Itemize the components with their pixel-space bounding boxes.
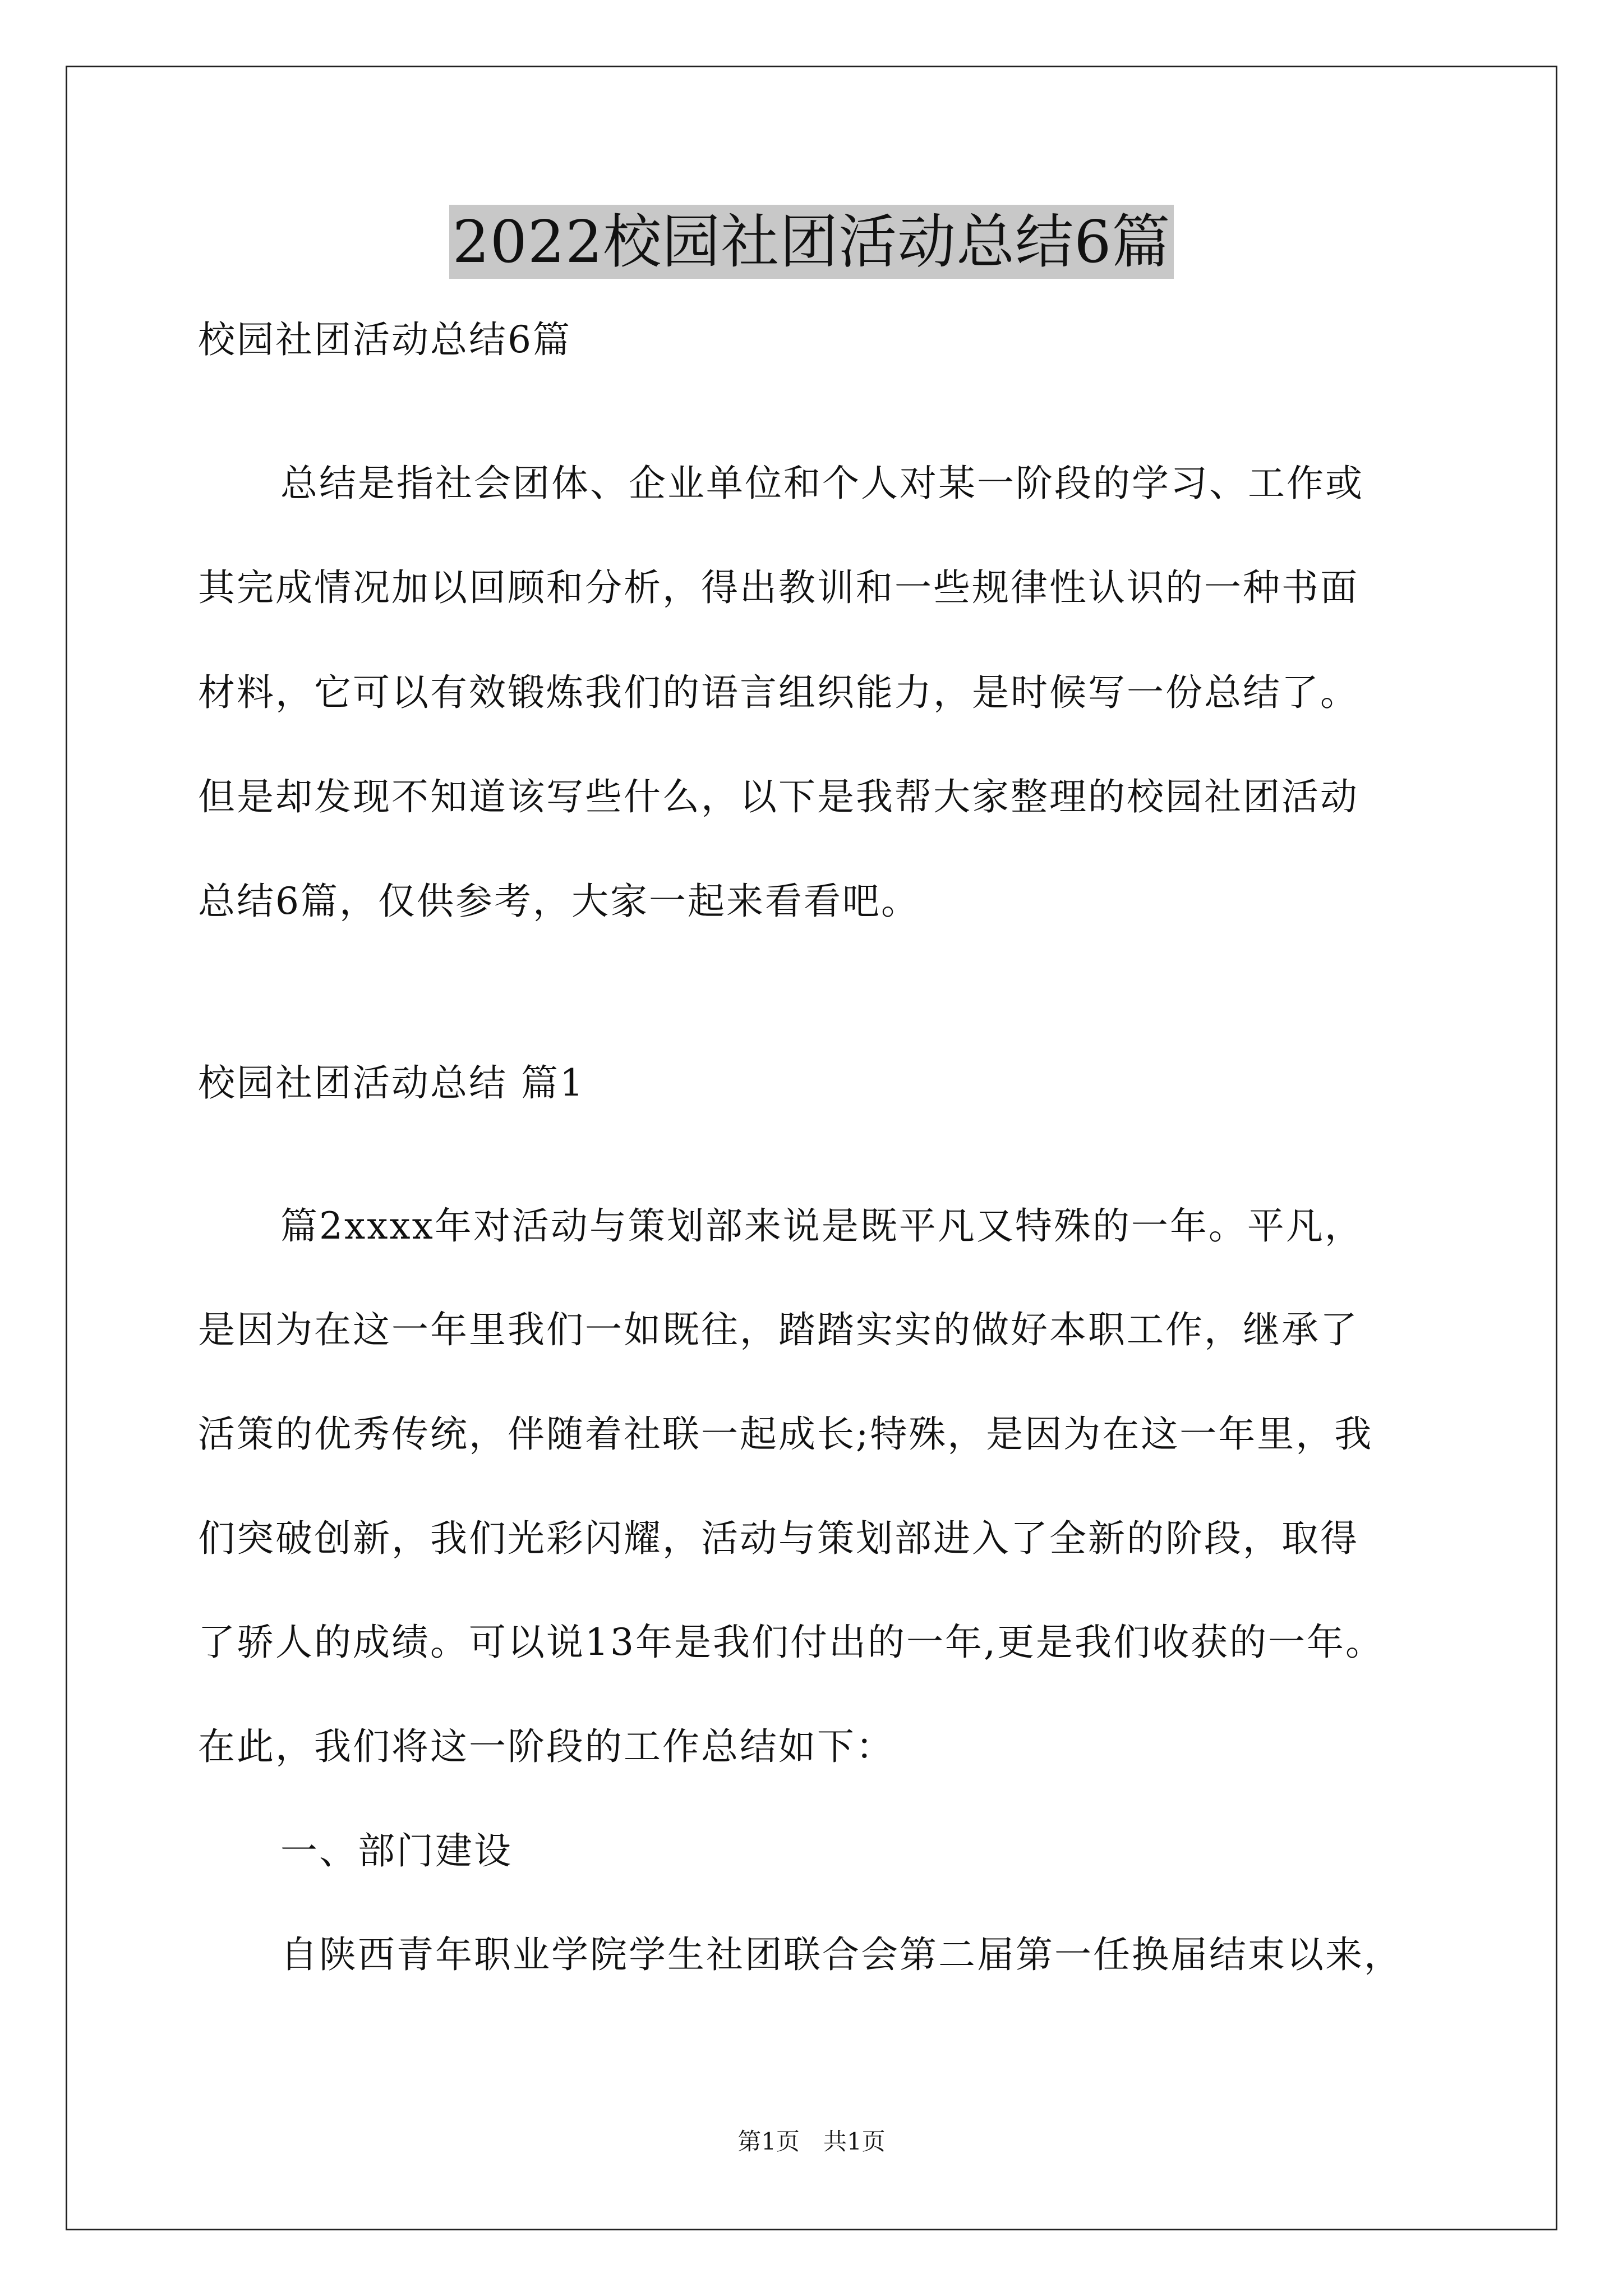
subheading-department: 一、部门建设 <box>280 1829 513 1872</box>
title-container <box>0 205 1623 279</box>
section1-line-2: 是因为在这一年里我们一如既往，踏踏实实的做好本职工作，继承了 <box>198 1308 1359 1351</box>
intro-line-4: 但是却发现不知道该写些什么，以下是我帮大家整理的校园社团活动 <box>198 775 1359 818</box>
page-footer: 第1页 共1页 <box>737 2128 886 2155</box>
intro-line-1: 总结是指社会团体、企业单位和个人对某一阶段的学习、工作或 <box>280 462 1364 505</box>
section1-line-1: 篇2xxxx年对活动与策划部来说是既平凡又特殊的一年。平凡， <box>280 1204 1363 1248</box>
intro-line-5: 总结6篇，仅供参考，大家一起来看看吧。 <box>198 880 920 923</box>
intro-line-2: 其完成情况加以回顾和分析，得出教训和一些规律性认识的一种书面 <box>198 566 1359 609</box>
section1-line-4: 们突破创新，我们光彩闪耀，活动与策划部进入了全新的阶段，取得 <box>198 1517 1359 1560</box>
page-border <box>66 66 1557 2230</box>
document-subtitle: 校园社团活动总结6篇 <box>198 318 571 361</box>
section1-line-3: 活策的优秀传统，伴随着社联一起成长;特殊，是因为在这一年里，我 <box>198 1412 1373 1456</box>
section1-line-6: 在此，我们将这一阶段的工作总结如下： <box>198 1725 895 1768</box>
section1-line-5: 了骄人的成绩。可以说13年是我们付出的一年,更是我们收获的一年。 <box>198 1621 1384 1664</box>
section-heading-1: 校园社团活动总结 篇1 <box>198 1061 585 1105</box>
document-title: 2022校园社团活动总结6篇 <box>449 205 1174 279</box>
intro-line-3: 材料，它可以有效锻炼我们的语言组织能力，是时候写一份总结了。 <box>198 671 1359 714</box>
paragraph-line: 自陕西青年职业学院学生社团联合会第二届第一任换届结束以来， <box>280 1933 1403 1976</box>
